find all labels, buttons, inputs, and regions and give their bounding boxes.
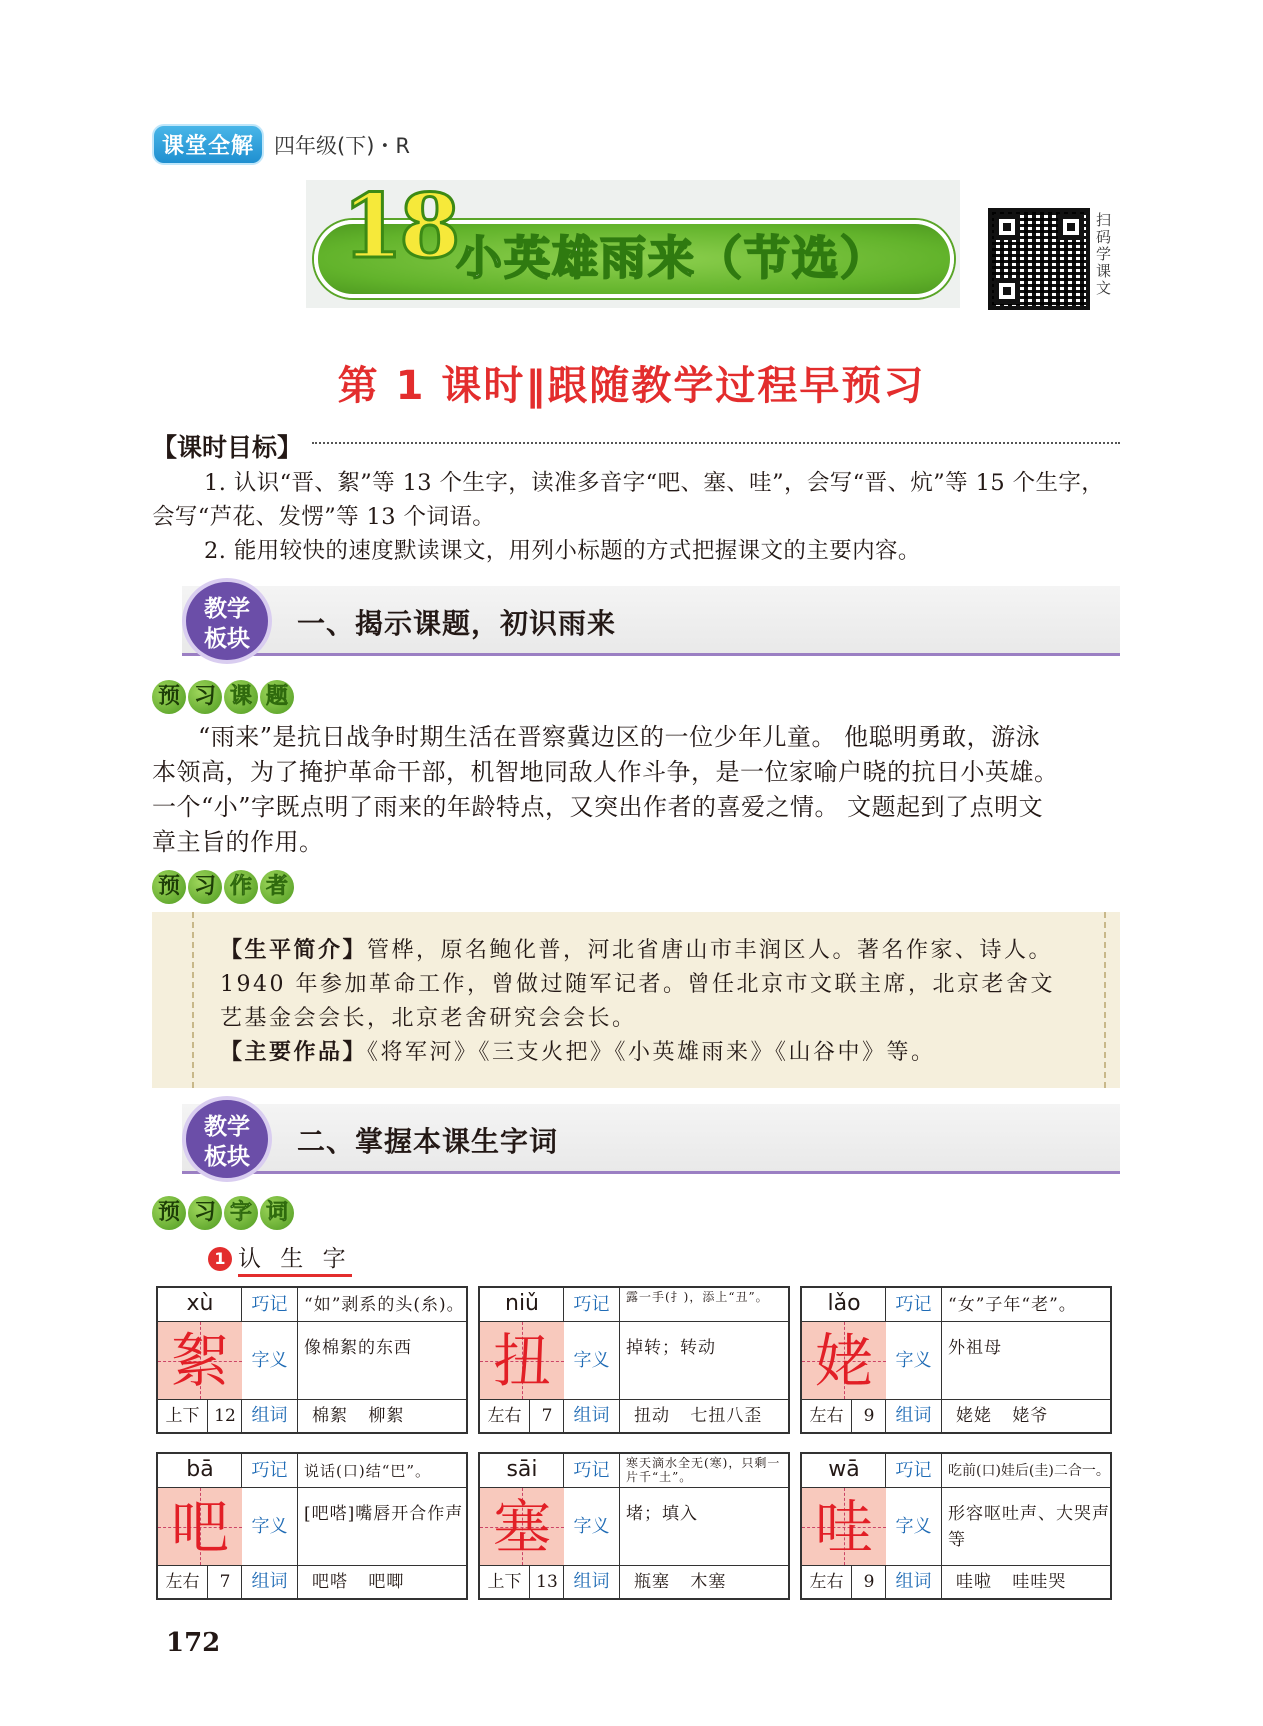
words-text: 吧嗒 吧唧 (312, 1572, 405, 1592)
badge-line: 板块 (204, 626, 250, 652)
card-pinyin: lǎo (802, 1288, 886, 1322)
card-pinyin: niǔ (480, 1288, 564, 1322)
heading-number: 1 (208, 1247, 232, 1271)
tag-char: 字 (224, 1196, 258, 1230)
box-border (192, 912, 194, 1088)
card-structure (480, 1566, 564, 1598)
card-words-row (886, 1400, 1112, 1432)
qr-caption-char: 文 (1096, 279, 1112, 297)
card-character: 哇 (814, 1493, 873, 1561)
tag-char: 题 (260, 680, 294, 714)
works-label: 【主要作品】 (220, 1040, 368, 1065)
paragraph-line: “雨来”是抗日战争时期生活在晋察冀边区的一位少年儿童。 他聪明勇敢，游泳 (198, 723, 1041, 751)
words-text: 哇啦 哇哇哭 (956, 1572, 1067, 1592)
paragraph-line: 本领高，为了掩护革命干部，机智地同敌人作斗争，是一位家喻户晓的抗日小英雄。 (152, 758, 1059, 786)
card-pinyin: xù (158, 1288, 242, 1322)
meaning-label: 字义 (564, 1322, 620, 1399)
card-structure (480, 1400, 564, 1432)
card-tip-row (242, 1454, 468, 1488)
words-label: 组词 (242, 1566, 298, 1598)
card-left (802, 1288, 886, 1432)
author-bio-line (220, 934, 1053, 968)
tag-char: 预 (152, 680, 186, 714)
badge-line: 板块 (204, 1144, 250, 1170)
author-bio-line: 艺基金会会长，北京老舍研究会会长。 (220, 1006, 637, 1031)
lesson-number: 18 (342, 174, 457, 278)
card-meaning-row (242, 1322, 468, 1400)
card-meaning-row (886, 1322, 1112, 1400)
goal-item: 1. 认识“晋、絮”等 13 个生字，读准多音字“吧、塞、哇”，会写“晋、炕”等 15 个生字， (204, 470, 1105, 496)
qr-finder (994, 278, 1020, 304)
meaning-text: 形容呕吐声、大哭声等 (948, 1504, 1110, 1550)
stroke-count: 7 (219, 1572, 231, 1592)
card-character: 吧 (170, 1493, 229, 1561)
section-title: 二、掌握本课生字词 (297, 1125, 559, 1158)
grade-label: 四年级(下)・R (274, 133, 410, 158)
tip-text: 露一手(扌)，添上“丑”。 (626, 1290, 769, 1304)
section-title: 一、揭示课题，初识雨来 (297, 607, 617, 640)
card-character: 姥 (814, 1327, 873, 1395)
author-bio-line: 1940 年参加革命工作，曾做过随军记者。曾任北京市文联主席，北京老舍文 (220, 972, 1055, 997)
card-tip-row (564, 1288, 790, 1322)
goal-item: 2. 能用较快的速度默读课文，用列小标题的方式把握课文的主要内容。 (204, 538, 921, 564)
tip-text: 说话(口)结“巴”。 (304, 1462, 432, 1480)
session-title: 第 1 课时‖跟随教学过程早预习 (337, 363, 926, 409)
tip-label: 巧记 (564, 1288, 620, 1321)
lesson-banner (306, 174, 960, 308)
card-character: 絮 (170, 1327, 229, 1395)
tag-char: 习 (188, 1196, 222, 1230)
card-character: 扭 (492, 1327, 551, 1395)
meaning-label: 字义 (242, 1322, 298, 1399)
meaning-label: 字义 (242, 1488, 298, 1565)
char-card (478, 1452, 790, 1600)
card-words-row (242, 1400, 468, 1432)
card-left (802, 1454, 886, 1598)
qr-caption-char: 扫 (1096, 211, 1112, 229)
structure-type: 左右 (802, 1400, 852, 1432)
badge-line: 教学 (204, 596, 250, 622)
words-text: 棉絮 柳絮 (312, 1406, 405, 1426)
paragraph-line: 一个“小”字既点明了雨来的年龄特点，又突出作者的喜爱之情。 文题起到了点明文 (152, 793, 1044, 821)
badge-line: 教学 (204, 1114, 250, 1140)
meaning-label: 字义 (886, 1322, 942, 1399)
structure-type: 左右 (158, 1566, 208, 1598)
dotted-divider (312, 442, 1120, 444)
qr-caption-char: 学 (1096, 245, 1112, 263)
card-meaning-row (564, 1322, 790, 1400)
tip-label: 巧记 (242, 1288, 298, 1321)
card-meaning-row (886, 1488, 1112, 1566)
page-number: 172 (166, 1628, 221, 1658)
bio-text: 管桦，原名鲍化普，河北省唐山市丰润区人。著名作家、诗人。 (367, 938, 1054, 963)
meaning-label: 字义 (564, 1488, 620, 1565)
card-pinyin: sāi (480, 1454, 564, 1488)
tip-label: 巧记 (564, 1454, 620, 1487)
card-tip-row (886, 1454, 1112, 1488)
card-left (158, 1288, 242, 1432)
preview-words-tag (152, 1196, 294, 1230)
tag-char: 者 (260, 870, 294, 904)
section-header-1 (152, 578, 1120, 664)
tip-text: “女”子年“老”。 (948, 1295, 1077, 1315)
card-pinyin: wā (802, 1454, 886, 1488)
card-words-row (886, 1566, 1112, 1598)
structure-type: 上下 (480, 1566, 530, 1598)
heading-label: 认 生 字 (238, 1240, 352, 1277)
stroke-count: 9 (863, 1572, 875, 1592)
qr-caption-char: 码 (1096, 228, 1112, 246)
card-tip-row (886, 1288, 1112, 1322)
tag-char: 词 (260, 1196, 294, 1230)
meaning-text: 堵；填入 (626, 1504, 698, 1524)
card-tip-row (242, 1288, 468, 1322)
tag-char: 作 (224, 870, 258, 904)
goals-label: 【课时目标】 (152, 433, 303, 462)
words-label: 组词 (886, 1566, 942, 1598)
qr-finder (994, 214, 1020, 240)
words-text: 姥姥 姥爷 (956, 1406, 1049, 1426)
meaning-text: 掉转；转动 (626, 1338, 716, 1358)
card-pinyin: bā (158, 1454, 242, 1488)
stroke-count: 7 (541, 1406, 553, 1426)
words-label: 组词 (564, 1566, 620, 1598)
words-text: 扭动 七扭八歪 (634, 1406, 763, 1426)
meaning-text: 外祖母 (948, 1338, 1002, 1358)
card-words-row (242, 1566, 468, 1598)
card-meaning-row (242, 1488, 468, 1566)
card-left (158, 1454, 242, 1598)
char-card (156, 1286, 468, 1434)
tag-char: 预 (152, 1196, 186, 1230)
card-left (480, 1454, 564, 1598)
section-header-2 (152, 1096, 1120, 1182)
card-character: 塞 (492, 1493, 551, 1561)
topic-paragraph (152, 720, 1120, 860)
tip-text: 吃前(口)娃后(圭)二合一。 (948, 1463, 1110, 1479)
bio-label: 【生平简介】 (220, 938, 368, 963)
meaning-text: 像棉絮的东西 (304, 1338, 412, 1358)
char-card (800, 1286, 1112, 1434)
preview-topic-tag (152, 680, 294, 714)
tag-char: 习 (188, 680, 222, 714)
tip-text: 寒天滴水全无(寒)，只剩一片千“土”。 (626, 1456, 781, 1484)
card-left (480, 1288, 564, 1432)
section-badge (182, 1096, 272, 1182)
card-words-row (564, 1400, 790, 1432)
card-words-row (564, 1566, 790, 1598)
recognize-chars-heading (208, 1240, 352, 1277)
tip-text: “如”剥系的头(糸)。 (304, 1295, 465, 1315)
words-text: 瓶塞 木塞 (634, 1572, 727, 1592)
structure-type: 左右 (480, 1400, 530, 1432)
tag-char: 习 (188, 870, 222, 904)
stroke-count: 9 (863, 1406, 875, 1426)
card-structure (158, 1400, 242, 1432)
brand-logo: 课堂全解 (152, 124, 264, 165)
author-works-line (220, 1036, 936, 1070)
author-info-box (152, 912, 1120, 1088)
card-structure (802, 1400, 886, 1432)
char-card (478, 1286, 790, 1434)
qr-caption-char: 课 (1096, 262, 1112, 280)
meaning-label: 字义 (886, 1488, 942, 1565)
box-border (1104, 912, 1106, 1088)
paragraph-line: 章主旨的作用。 (152, 828, 324, 856)
structure-type: 上下 (158, 1400, 208, 1432)
words-label: 组词 (564, 1400, 620, 1432)
qr-code[interactable] (988, 208, 1090, 310)
char-card (800, 1452, 1112, 1600)
qr-caption (1096, 212, 1116, 297)
book-header (152, 124, 410, 165)
card-structure (158, 1566, 242, 1598)
words-label: 组词 (242, 1400, 298, 1432)
lesson-title: 小英雄雨来（节选） (456, 231, 888, 285)
card-meaning-row (564, 1488, 790, 1566)
section-badge (182, 578, 272, 664)
tip-label: 巧记 (886, 1288, 942, 1321)
works-text: 《将军河》《三支火把》《小英雄雨来》《山谷中》等。 (367, 1040, 936, 1065)
char-card (156, 1452, 468, 1600)
qr-finder (1058, 214, 1084, 240)
card-structure (802, 1566, 886, 1598)
goal-item: 会写“芦花、发愣”等 13 个词语。 (152, 504, 496, 530)
stroke-count: 12 (214, 1406, 236, 1426)
words-label: 组词 (886, 1400, 942, 1432)
tip-label: 巧记 (242, 1454, 298, 1487)
meaning-text: [吧嗒]嘴唇开合作声 (304, 1504, 464, 1524)
card-tip-row (564, 1454, 790, 1488)
stroke-count: 13 (536, 1572, 558, 1592)
preview-author-tag (152, 870, 294, 904)
tag-char: 预 (152, 870, 186, 904)
tip-label: 巧记 (886, 1454, 942, 1487)
structure-type: 左右 (802, 1566, 852, 1598)
tag-char: 课 (224, 680, 258, 714)
